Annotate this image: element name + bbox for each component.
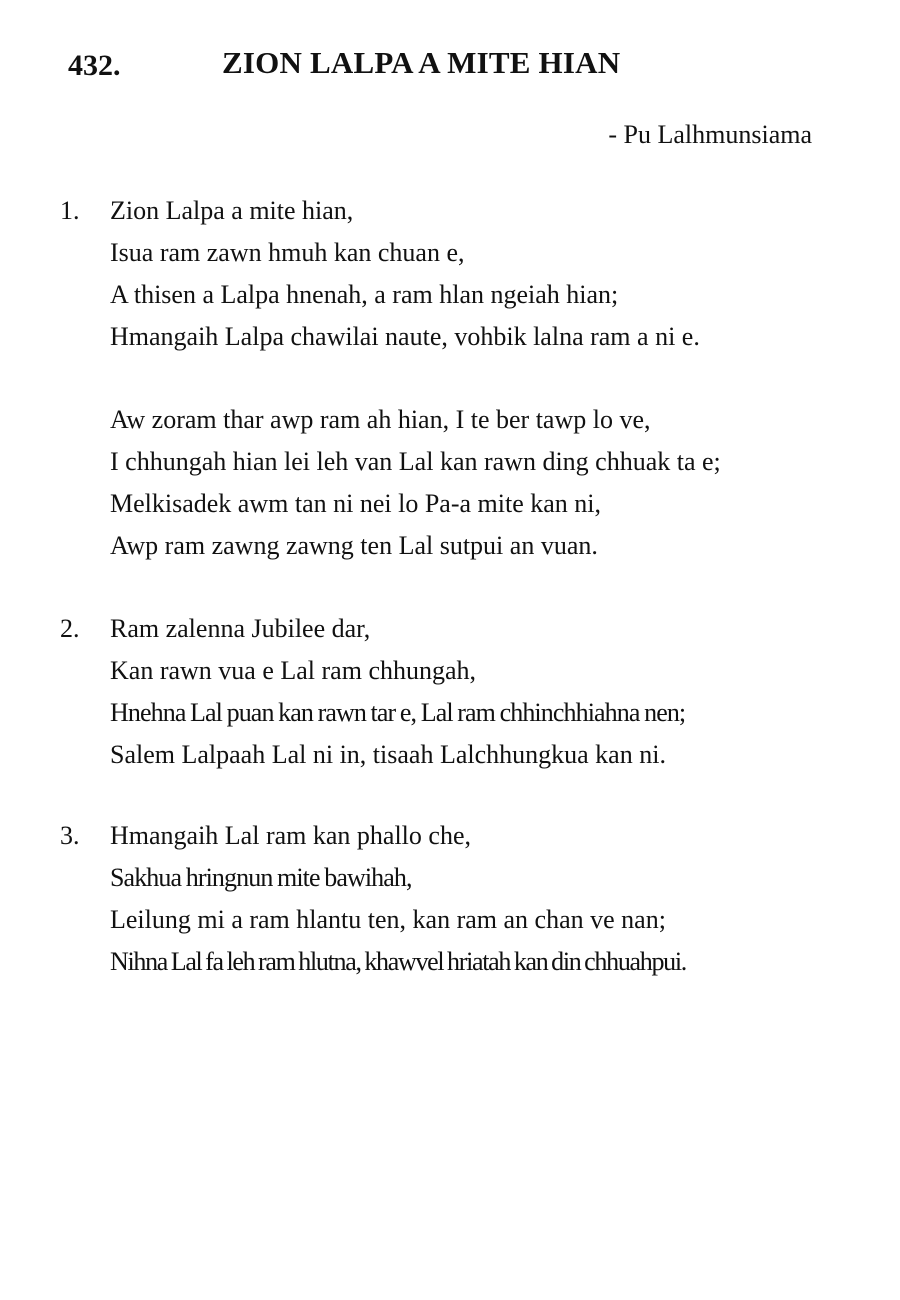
verse-line: Hmangaih Lalpa chawilai naute, vohbik lalna ram a ni e. (110, 322, 700, 351)
verse-line: A thisen a Lalpa hnenah, a ram hlan ngeiah hian; (110, 280, 619, 309)
verse-line: Leilung mi a ram hlantu ten, kan ram an chan ve nan; (110, 905, 666, 934)
verse-line: Ram zalenna Jubilee dar, (110, 614, 371, 643)
hymn-number: 432. (68, 49, 121, 82)
verse-number: 1. (60, 196, 80, 225)
verse-line: Isua ram zawn hmuh kan chuan e, (110, 238, 465, 267)
verse-lines (110, 815, 830, 983)
chorus-line: I chhungah hian lei leh van Lal kan rawn ding chhuak ta e; (110, 447, 721, 476)
verse-line: Nihna Lal fa leh ram hlutna, khawvel hriatah kan din chhuahpui. (110, 947, 686, 976)
chorus-line: Melkisadek awm tan ni nei lo Pa-a mite kan ni, (110, 489, 601, 518)
verse-lines (110, 608, 830, 776)
verse-line: Sakhua hringnun mite bawihah, (110, 863, 412, 892)
verse-number: 2. (60, 614, 80, 643)
chorus-lines (110, 399, 830, 567)
verse-number: 3. (60, 821, 80, 850)
verse-line: Hmangaih Lal ram kan phallo che, (110, 821, 471, 850)
verse-line: Salem Lalpaah Lal ni in, tisaah Lalchhungkua kan ni. (110, 740, 666, 769)
verse-line: Hnehna Lal puan kan rawn tar e, Lal ram chhinchhiahna nen; (110, 698, 686, 727)
chorus-line: Aw zoram thar awp ram ah hian, I te ber tawp lo ve, (110, 405, 651, 434)
chorus-line: Awp ram zawng zawng ten Lal sutpui an vuan. (110, 531, 598, 560)
verse-lines (110, 190, 830, 358)
verse-line: Zion Lalpa a mite hian, (110, 196, 354, 225)
verse-line: Kan rawn vua e Lal ram chhungah, (110, 656, 477, 685)
hymn-author: - Pu Lalhmunsiama (608, 120, 812, 149)
hymn-title: ZION LALPA A MITE HIAN (222, 45, 621, 80)
